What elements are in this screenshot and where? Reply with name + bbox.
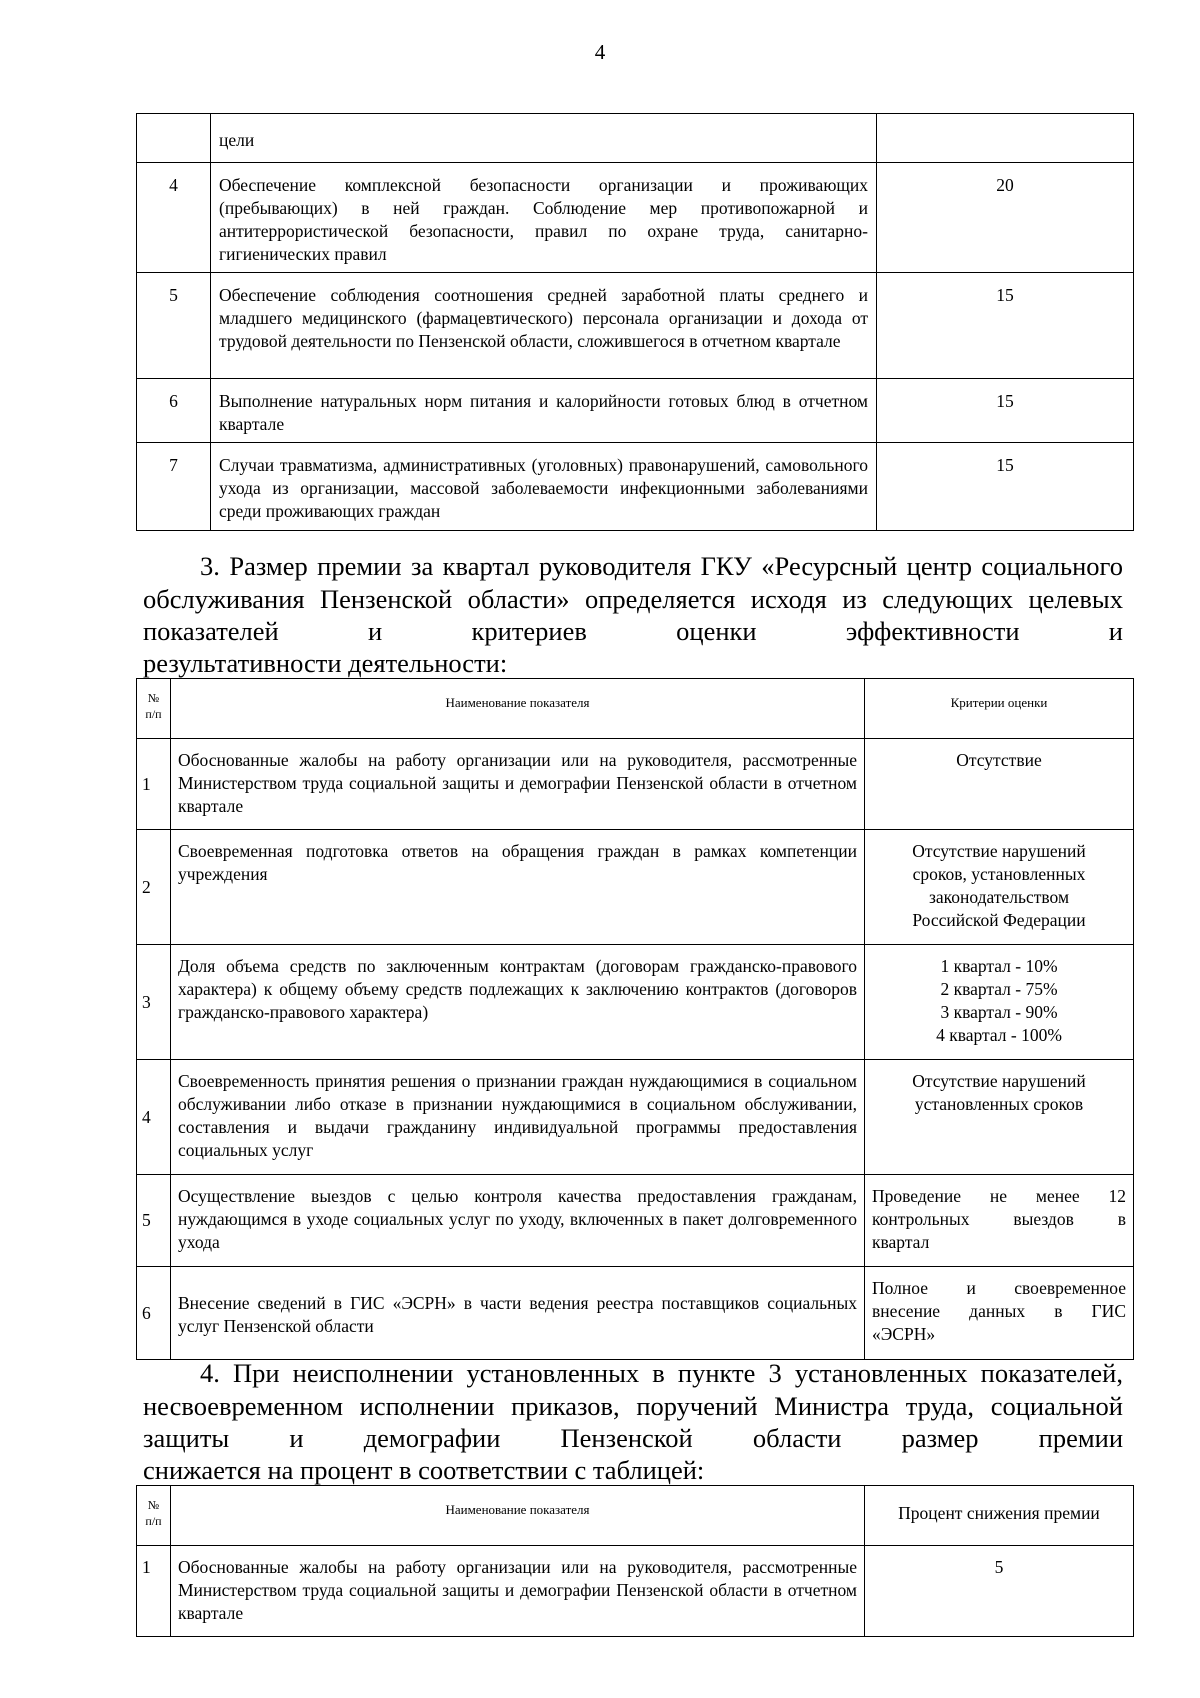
table-row <box>137 1060 1134 1175</box>
indicator-text: Своевременность принятия решения о признании граждан нуждающимися в социальном обслуживании либо отказе в признании нуждающимися в социальном обслуживании, составления и выдачи гражданину индивидуальной программы предоставления социальных услуг <box>171 1060 865 1175</box>
percent-cell: 5 <box>865 1546 1134 1637</box>
paragraph-4 <box>143 1357 1123 1455</box>
criteria-cell: Полное и своевременное внесение данных в ГИС «ЭСРН» <box>865 1267 1134 1360</box>
table-row <box>137 1175 1134 1267</box>
header-indicator-name: Наименование показателя <box>171 1486 865 1546</box>
row-number: 1 <box>137 739 171 830</box>
table-row <box>137 739 1134 830</box>
premium-reduction-table <box>136 1485 1134 1637</box>
criteria-cell: Отсутствие нарушений установленных сроков <box>865 1060 1134 1175</box>
indicator-text: Своевременная подготовка ответов на обращения граждан в рамках компетенции учреждения <box>171 830 865 945</box>
criteria-table <box>136 678 1134 1360</box>
row-number: 4 <box>137 163 211 273</box>
row-number: 2 <box>137 830 171 945</box>
table-row <box>137 945 1134 1060</box>
header-indicator-name: Наименование показателя <box>171 679 865 739</box>
row-number: 3 <box>137 945 171 1060</box>
indicator-text: Доля объема средств по заключенным контрактам (договорам гражданско-правового характера) к общему объему средств подлежащих к заключению контрактов (договоров гражданско-правового характера) <box>171 945 865 1060</box>
table-header-row <box>137 679 1134 739</box>
table-header-row <box>137 1486 1134 1546</box>
row-number: 1 <box>137 1546 171 1637</box>
row-number: 4 <box>137 1060 171 1175</box>
header-percent: Процент снижения премии <box>865 1486 1134 1546</box>
indicators-table-1 <box>136 113 1134 531</box>
criteria-cell: Отсутствие <box>865 739 1134 830</box>
criteria-cell: Отсутствие нарушений сроков, установленных законодательством Российской Федерации <box>865 830 1134 945</box>
header-number: № п/п <box>137 679 171 739</box>
indicator-text: Осуществление выездов с целью контроля качества предоставления гражданам, нуждающимся в уходе социальных услуг по уходу, включенных в пакет долговременного ухода <box>171 1175 865 1267</box>
indicator-text: Обеспечение соблюдения соотношения средней заработной платы среднего и младшего медицинского (фармацевтического) персонала организации и дохода от трудовой деятельности по Пензенской области, сложившегося в отчетном квартале <box>211 273 877 379</box>
row-number: 6 <box>137 379 211 443</box>
row-number: 5 <box>137 273 211 379</box>
paragraph-3 <box>143 550 1123 648</box>
indicator-text: цели <box>211 114 877 163</box>
indicator-text: Обоснованные жалобы на работу организации или на руководителя, рассмотренные Министерством труда социальной защиты и демографии Пензенской области в отчетном квартале <box>171 1546 865 1637</box>
header-criteria: Критерии оценки <box>865 679 1134 739</box>
paragraph-3-last-line: результативности деятельности: <box>143 648 508 678</box>
row-number <box>137 114 211 163</box>
row-number: 6 <box>137 1267 171 1360</box>
page-number: 4 <box>594 40 606 64</box>
table-row <box>137 1546 1134 1637</box>
paragraph-4-body: 4. При неисполнении установленных в пункте 3 установленных показателей, несвоевременном исполнении приказов, поручений Министра труда, социальной защиты и демографии Пензенской области размер премии <box>143 1358 1123 1453</box>
indicator-value <box>877 114 1134 163</box>
table-row <box>137 379 1134 443</box>
indicator-text: Выполнение натуральных норм питания и калорийности готовых блюд в отчетном квартале <box>211 379 877 443</box>
row-number: 7 <box>137 443 211 531</box>
row-number: 5 <box>137 1175 171 1267</box>
indicator-text: Обеспечение комплексной безопасности организации и проживающих (пребывающих) в ней граждан. Соблюдение мер противопожарной и антитеррористической безопасности, правил по охране труда, санитарно-гигиенических правил <box>211 163 877 273</box>
indicator-value: 15 <box>877 273 1134 379</box>
indicator-text: Внесение сведений в ГИС «ЭСРН» в части ведения реестра поставщиков социальных услуг Пензенской области <box>171 1267 865 1360</box>
table-row <box>137 443 1134 531</box>
indicator-value: 15 <box>877 379 1134 443</box>
table-row <box>137 830 1134 945</box>
indicator-value: 20 <box>877 163 1134 273</box>
indicator-text: Обоснованные жалобы на работу организации или на руководителя, рассмотренные Министерством труда социальной защиты и демографии Пензенской области в отчетном квартале <box>171 739 865 830</box>
header-number: № п/п <box>137 1486 171 1546</box>
criteria-cell: Проведение не менее 12 контрольных выездов в квартал <box>865 1175 1134 1267</box>
paragraph-4-last-line: снижается на процент в соответствии с таблицей: <box>143 1455 705 1485</box>
table-row <box>137 1267 1134 1360</box>
table-row <box>137 163 1134 273</box>
table-row <box>137 273 1134 379</box>
indicator-text: Случаи травматизма, административных (уголовных) правонарушений, самовольного ухода из организации, массовой заболеваемости инфекционными заболеваниями среди проживающих граждан <box>211 443 877 531</box>
criteria-cell: 1 квартал - 10% 2 квартал - 75% 3 квартал - 90% 4 квартал - 100% <box>865 945 1134 1060</box>
table-row <box>137 114 1134 163</box>
indicator-value: 15 <box>877 443 1134 531</box>
paragraph-3-body: 3. Размер премии за квартал руководителя ГКУ «Ресурсный центр социального обслуживания Пензенской области» определяется исходя из следующих целевых показателей и критериев оценки эффективности и <box>143 551 1123 646</box>
